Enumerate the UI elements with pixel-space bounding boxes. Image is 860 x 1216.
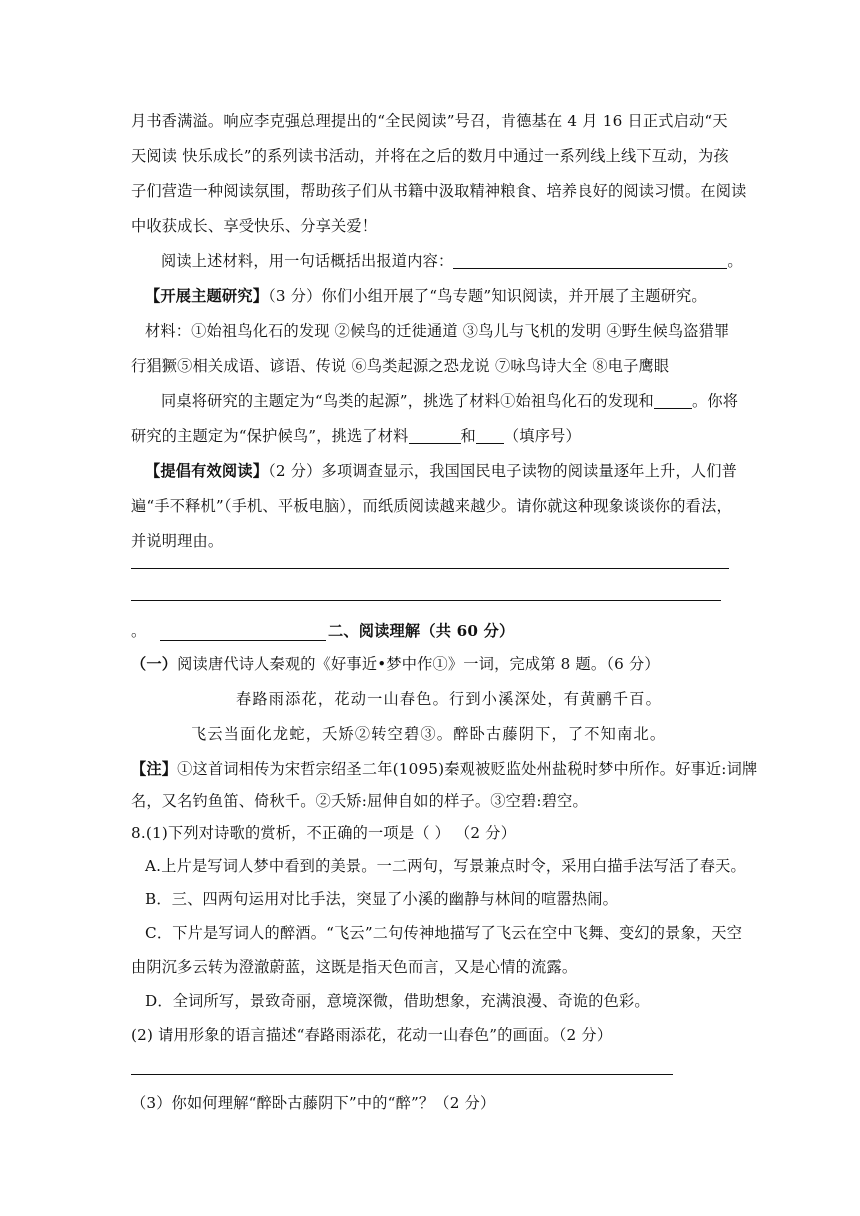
notes-line-1 bbox=[131, 758, 757, 780]
answer-line-1[interactable] bbox=[131, 568, 729, 569]
section-two-lead: 。 bbox=[131, 622, 147, 640]
notes-text-1: ①这首词相传为宋哲宗绍圣二年(1095)秦观被贬监处州盐税时梦中所作。好事近:词牌 bbox=[177, 760, 758, 778]
q8-option-d[interactable]: D．全词所写，景致奇丽，意境深微，借助想象，充满浪漫、奇诡的色彩。 bbox=[145, 992, 650, 1010]
theme-question-text-b: 。你将 bbox=[691, 392, 739, 410]
effective-reading-line-2: 遍“手不释机”（手机、平板电脑），而纸质阅读越来越少。请你就这种现象谈谈你的看法， bbox=[131, 497, 732, 515]
effective-reading-line-1 bbox=[145, 460, 737, 482]
theme-blank-1[interactable] bbox=[654, 392, 692, 409]
theme-question-text-d: 和 bbox=[460, 427, 476, 445]
answer-line-3[interactable] bbox=[131, 1074, 673, 1075]
material-line-2: 天阅读 快乐成长”的系列读书活动，并将在之后的数月中通过一系列线上线下互动，为孩 bbox=[131, 147, 729, 165]
q8-option-c-line-1[interactable]: C．下片是写词人的醉酒。“飞云”二句传神地描写了飞云在空中飞舞、变幻的景象，天空 bbox=[145, 924, 743, 942]
theme-question-line-1 bbox=[161, 390, 738, 412]
poem-line-2: 飞云当面化龙蛇，夭矫②转空碧③。醉卧古藤阴下，了不知南北。 bbox=[191, 725, 667, 743]
material-line-1: 月书香满溢。响应李克强总理提出的“全民阅读”号召，肯德基在 4 月 16 日正式启动“天 bbox=[131, 112, 728, 130]
theme-question-text-a: 同桌将研究的主题定为“鸟类的起源”，挑选了材料①始祖鸟化石的发现和 bbox=[161, 392, 654, 410]
effective-reading-title: 【提倡有效阅读】 bbox=[145, 462, 269, 480]
theme-research-text: （3 分）你们小组开展了“鸟专题”知识阅读，并开展了主题研究。 bbox=[268, 287, 707, 305]
q8-option-c-line-2: 由阴沉多云转为澄澈蔚蓝，这既是指天色而言，又是心情的流露。 bbox=[131, 958, 578, 976]
summary-answer-blank[interactable] bbox=[453, 252, 727, 269]
notes-line-2: 名，又名钓鱼笛、倚秋千。②夭矫:屈伸自如的样子。③空碧:碧空。 bbox=[131, 792, 588, 810]
answer-line-2[interactable] bbox=[131, 600, 721, 601]
poem-intro-text: 阅读唐代诗人秦观的《好事近•梦中作①》一词，完成第 8 题。（6 分） bbox=[177, 655, 660, 673]
q8-sub-3: （3）你如何理解“醉卧古藤阴下”中的“醉”？（2 分） bbox=[131, 1094, 496, 1112]
poem-line-1: 春路雨添花，花动一山春色。行到小溪深处，有黄鹂千百。 bbox=[236, 690, 663, 708]
theme-question-text-c: 研究的主题定为“保护候鸟”，挑选了材料 bbox=[131, 427, 409, 445]
theme-research-heading bbox=[145, 285, 707, 307]
summary-task bbox=[161, 250, 743, 272]
materials-line-1: 材料：①始祖鸟化石的发现 ②候鸟的迁徙通道 ③鸟儿与飞机的发明 ④野生候鸟盗猎罪 bbox=[145, 322, 730, 340]
theme-question-text-e: （填序号） bbox=[503, 427, 581, 445]
section-two-heading: 二、阅读理解（共 60 分） bbox=[328, 622, 515, 640]
materials-line-2: 行猖獗⑤相关成语、谚语、传说 ⑥鸟类起源之恐龙说 ⑦咏鸟诗大全 ⑧电子鹰眼 bbox=[131, 357, 670, 375]
section-two-underline bbox=[160, 640, 326, 641]
effective-reading-line-3: 并说明理由。 bbox=[131, 532, 224, 550]
effective-reading-text: （2 分）多项调查显示，我国国民电子读物的阅读量逐年上升，人们普 bbox=[268, 462, 738, 480]
poem-intro-label: （一） bbox=[131, 655, 178, 673]
material-line-3: 子们营造一种阅读氛围，帮助孩子们从书籍中汲取精神粮食、培养良好的阅读习惯。在阅读 bbox=[131, 182, 747, 200]
notes-label: 【注】 bbox=[131, 760, 178, 778]
poem-intro bbox=[131, 653, 660, 675]
q8-option-a[interactable]: A.上片是写词人梦中看到的美景。一二两句，写景兼点时令，采用白描手法写活了春天。 bbox=[145, 857, 746, 875]
theme-blank-3[interactable] bbox=[476, 427, 504, 444]
q8-stem: 8.(1)下列对诗歌的赏析，不正确的一项是（ ） （2 分） bbox=[131, 824, 517, 842]
theme-research-title: 【开展主题研究】 bbox=[145, 287, 269, 305]
theme-blank-2[interactable] bbox=[409, 427, 461, 444]
theme-question-line-2 bbox=[131, 425, 581, 447]
summary-prompt: 阅读上述材料，用一句话概括出报道内容： bbox=[161, 252, 454, 270]
q8-sub-2: (2) 请用形象的语言描述“春路雨添花，花动一山春色”的画面。（2 分） bbox=[131, 1026, 613, 1044]
q8-option-b[interactable]: B．三、四两句运用对比手法，突显了小溪的幽静与林间的喧嚣热闹。 bbox=[145, 890, 618, 908]
material-line-4: 中收获成长、享受快乐、分享关爱！ bbox=[131, 217, 378, 235]
summary-end: 。 bbox=[727, 252, 743, 270]
